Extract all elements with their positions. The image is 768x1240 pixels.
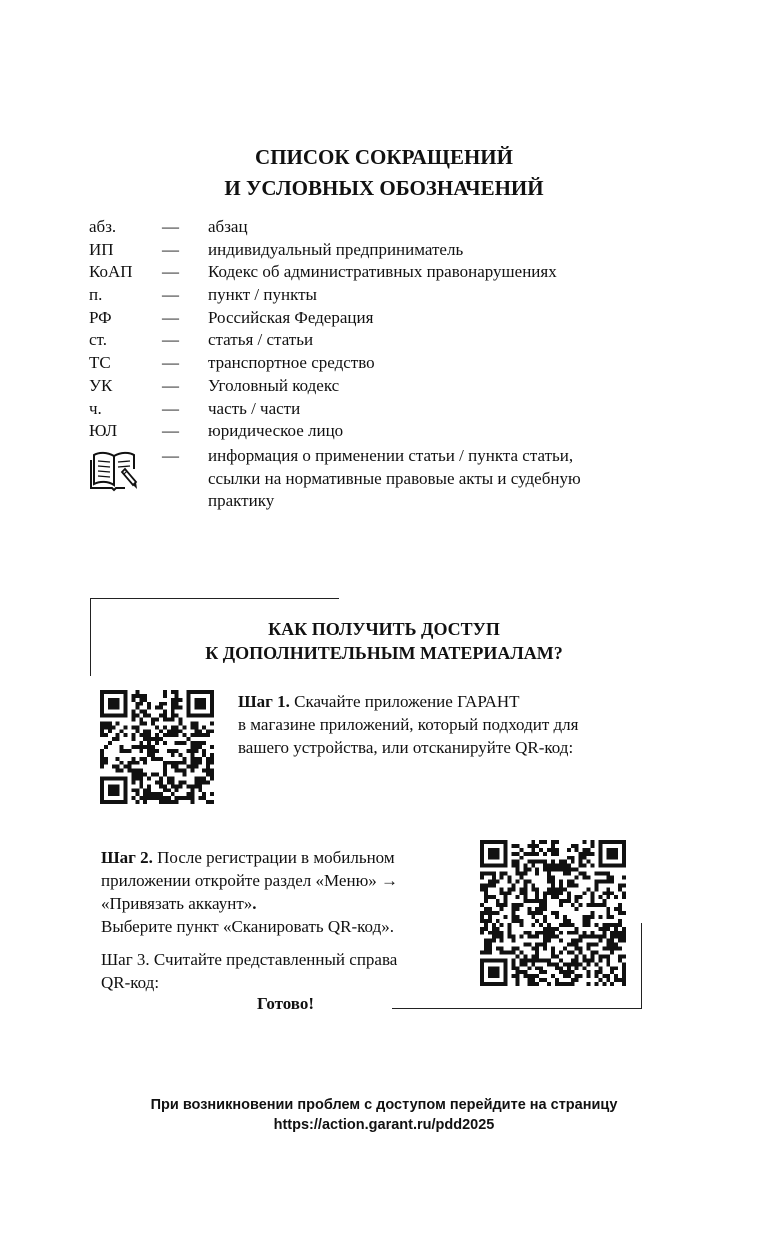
note-definition-line2: ссылки на нормативные правовые акты и судебную: [208, 468, 581, 488]
frame-bottom-line: [392, 1008, 642, 1009]
qr-code-app-download: [100, 690, 214, 804]
step3-line2: QR-код:: [101, 973, 160, 992]
abbreviation-dash: —: [162, 398, 179, 418]
abbreviation-definition: пункт / пункты: [208, 285, 317, 305]
abbreviation-term: п.: [89, 285, 103, 305]
note-definition: [208, 445, 658, 513]
access-title-line2: К ДОПОЛНИТЕЛЬНЫМ МАТЕРИАЛАМ?: [205, 643, 563, 663]
abbreviation-row: [89, 261, 689, 284]
abbreviation-definition: юридическое лицо: [208, 421, 344, 441]
step1-text: [238, 690, 648, 759]
step3-line1: Шаг 3. Считайте представленный справа: [101, 950, 398, 969]
step1-line3: вашего устройства, или отсканируйте QR-код:: [238, 738, 574, 757]
abbreviation-term: КоАП: [89, 262, 133, 282]
abbreviation-definition: абзац: [208, 217, 248, 236]
abbreviation-dash: —: [162, 307, 179, 327]
footer-line1: При возникновении проблем с доступом перейдите на страницу: [150, 1097, 618, 1113]
step1-label: Шаг 1.: [238, 692, 290, 711]
abbreviation-row: [89, 398, 689, 421]
step2-label: Шаг 2.: [101, 848, 153, 867]
abbreviation-definition: Российская Федерация: [208, 307, 374, 327]
page-title-line1: СПИСОК СОКРАЩЕНИЙ: [255, 145, 513, 169]
abbreviation-list: [89, 216, 689, 443]
abbreviation-dash: —: [162, 239, 179, 259]
abbreviation-term: ч.: [89, 398, 102, 418]
abbreviation-dash: —: [162, 421, 179, 441]
abbreviation-dash: —: [162, 375, 179, 395]
abbreviation-definition: часть / части: [208, 398, 301, 418]
step3-text: [101, 948, 471, 994]
abbreviation-dash: —: [162, 330, 179, 350]
footer-note: [0, 1095, 768, 1135]
footer-link[interactable]: https://action.garant.ru/pdd2025: [273, 1117, 495, 1133]
step2-line4: Выберите пункт «Сканировать QR-код».: [101, 917, 394, 936]
abbreviation-term: абз.: [89, 217, 117, 236]
abbreviation-dash: —: [162, 353, 179, 373]
frame-right-line: [641, 923, 642, 1009]
note-dash: —: [162, 446, 179, 465]
abbreviation-row: [89, 375, 689, 398]
abbreviation-definition: Кодекс об административных правонарушениях: [208, 262, 557, 282]
qr-code-account-link: [480, 840, 626, 986]
abbreviation-term: ИП: [89, 239, 114, 259]
abbreviation-definition: индивидуальный предприниматель: [208, 239, 464, 259]
done-label: Готово!: [257, 994, 315, 1013]
abbreviation-row: [89, 307, 689, 330]
step2-text: [101, 846, 471, 938]
abbreviation-term: ТС: [89, 353, 111, 373]
page-title: [0, 142, 768, 204]
step1-line1: Скачайте приложение ГАРАНТ: [289, 692, 520, 711]
abbreviation-row: [89, 239, 689, 262]
abbreviation-row: [89, 420, 689, 443]
step2-line3-end: .: [252, 894, 257, 913]
abbreviation-row: [89, 329, 689, 352]
abbreviation-term: РФ: [89, 307, 112, 327]
note-definition-line3: практику: [208, 491, 275, 511]
abbreviation-row: [89, 352, 689, 375]
page-title-line2: И УСЛОВНЫХ ОБОЗНАЧЕНИЙ: [224, 176, 544, 200]
abbreviation-definition: Уголовный кодекс: [208, 375, 340, 395]
abbreviation-term: ЮЛ: [89, 421, 118, 441]
step1-line2: в магазине приложений, который подходит для: [238, 715, 579, 734]
step2-line3: «Привязать аккаунт»: [101, 894, 253, 913]
abbreviation-dash: —: [162, 217, 179, 236]
abbreviation-definition: транспортное средство: [208, 353, 375, 373]
abbreviation-dash: —: [162, 285, 179, 305]
note-symbol-row: [89, 445, 689, 515]
frame-top-line: [90, 598, 339, 599]
abbreviation-term: УК: [89, 375, 113, 395]
abbreviation-term: ст.: [89, 330, 107, 350]
abbreviation-dash: —: [162, 262, 179, 282]
step2-line2: приложении откройте раздел «Меню» →: [101, 871, 399, 890]
abbreviation-row: [89, 216, 689, 239]
abbreviation-definition: статья / статьи: [208, 330, 314, 350]
abbreviation-row: [89, 284, 689, 307]
access-section-title: [0, 617, 768, 665]
access-title-line1: КАК ПОЛУЧИТЬ ДОСТУП: [268, 619, 500, 639]
note-definition-line1: информация о применении статьи / пункта статьи,: [208, 446, 574, 465]
step2-line1: После регистрации в мобильном: [152, 848, 395, 867]
book-pencil-icon: [89, 447, 139, 493]
